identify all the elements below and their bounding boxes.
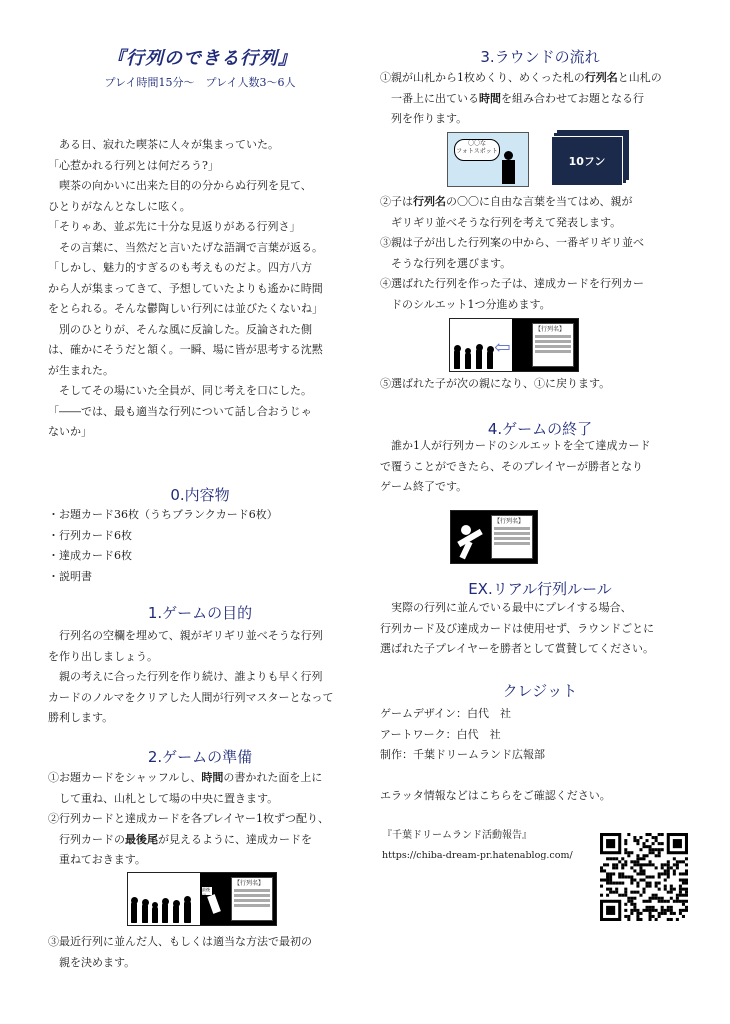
text-line: 列を作ります。 [380,112,468,125]
achievement-card: 【行列名】 [491,515,533,559]
text-line: カードのノルマをクリアした人間が行列マスターとなって [48,690,334,704]
text-line: ゲームデザイン：白代 社 [380,707,512,720]
contents-list [48,505,348,587]
story-text [48,135,358,443]
story-line: から人が集まってきて、予想していたよりも遙かに時間 [48,281,323,295]
text-line: して重ね、山札として場の中央に置きます。 [48,791,279,805]
qr-code-icon[interactable] [600,833,688,921]
text-line: そうな行列を選びます。 [380,256,512,270]
achievement-card: 【行列名】 [532,323,574,367]
list-item: ・達成カード6枚 [48,549,132,562]
end-text [380,436,700,498]
text-line: 重ねておきます。 [48,853,146,866]
text-line: 行列カード及び達成カードは使用せず、ラウンドごとに [380,621,655,635]
text-line: アートワーク：白代 社 [380,727,501,741]
story-line: 別のひとりが、そんな風に反論した。反論された側 [48,322,312,336]
text-line: で覆うことができたら、そのプレイヤーが勝者となり [380,459,644,473]
arrow-left-icon: ⇦ [494,335,511,359]
time-label: 10フン [568,155,606,168]
errata-note: エラッタ情報などはこちらをご確認ください。 [380,789,611,802]
text-line: ギリギリ並べそうな行列を考えて発表します。 [380,215,622,229]
list-item: ・お題カード36枚（うちブランクカード6枚） [48,508,278,521]
text-line: ③最近行列に並んだ人、もしくは適当な方法で最初の [48,935,312,948]
text-line: 親の考えに合った行列を作り続け、誰よりも早く行列 [48,670,323,683]
prep-step-1: ①お題カードをシャッフルし、時間の書かれた面を上に [48,771,323,784]
story-line: その言葉に、当然だと言いたげな語調で言葉が返る。 [48,240,323,254]
text-line: ④選ばれた行列を作った子は、達成カードを行列カー [380,277,644,290]
text-line: 行列名の空欄を埋めて、親がギリギリ並べそうな行列 [48,629,323,642]
round-step-1: ①親が山札から1枚めくり、めくった札の行列名と山札の 一番上に出ている時間を組み合わせてお題となる行 列を作ります。 [380,68,700,130]
text-line: 親を決めます。 [48,955,136,969]
topic-card-time [551,136,623,186]
contents-heading: 0.内容物 [170,486,230,504]
victory-illustration [450,510,538,564]
story-line: ある日、寂れた喫茶に人々が集まっていた。 [48,138,279,151]
ex-heading: EX.リアル行列ルール [468,580,612,598]
story-line: 「しかし、魅力的すぎるのも考えものだよ。四方八方 [48,261,312,274]
prep-heading: 2.ゲームの準備 [147,748,253,766]
story-line: は、確かにそうだと頷く。一瞬、場に皆が思考する沈黙 [48,343,323,356]
text-line: 制作：千葉ドリームランド広報部 [380,748,545,761]
story-line: そしてその場にいた全員が、同じ考えを口にした。 [48,384,312,397]
prep-step-2: ②行列カードと達成カードを各プレイヤー1枚ずつ配り、 [48,812,330,825]
story-line: ないか」 [48,425,92,438]
story-line: 「心惹かれる行列とは何だろう?」 [48,158,219,172]
text-line: ゲーム終了です。 [380,480,468,493]
prep-step-2b: 行列カードの最後尾が見えるように、達成カードを [48,832,312,846]
list-item: ・説明書 [48,569,92,583]
text-line: 勝利します。 [48,711,114,724]
text-line: 実際の行列に並んでいる最中にプレイする場合、 [380,601,632,614]
story-line: 「そりゃあ、並ぶ先に十分な見返りがある行列さ」 [48,220,301,233]
blog-name: 『千葉ドリームランド活動報告』 [382,830,532,841]
round-heading: 3.ラウンドの流れ [480,48,600,66]
topic-card-name [447,132,529,187]
text-line: を作り出しましょう。 [48,649,158,663]
speech-bubble: 〇〇な フォトスポット [454,139,500,161]
end-heading: 4.ゲームの終了 [487,420,593,438]
text-line: 選ばれた子プレイヤーを勝者として賞賛してください。 [380,642,655,655]
text-line: ドのシルエット1つ分進めます。 [380,297,551,311]
story-line: 「――では、最も適当な行列について話し合おうじゃ [48,404,312,418]
prep-step-3 [48,932,368,973]
goal-heading: 1.ゲームの目的 [147,604,253,622]
sign: 最後尾 [202,887,210,898]
story-line: 喫茶の向かいに出来た目的の分からぬ行列を見て、 [48,179,312,192]
page-title: 『行列のできる行列』 [107,48,297,69]
queue-card-illustration [127,872,277,926]
story-line: ひとりがなんとなしに呟く。 [48,199,191,213]
text-line: ③親は子が出した行列案の中から、一番ギリギリ並べ [380,236,644,249]
text-line: 誰か1人が行列カードのシルエットを全て達成カード [380,439,651,452]
blog-url[interactable]: https://chiba-dream-pr.hatenablog.com/ [382,850,573,861]
advance-illustration [449,318,579,372]
round-step-5: ⑤選ばれた子が次の親になり、①に戻ります。 [380,377,611,390]
credit-heading: クレジット [502,682,578,700]
story-line: が生まれた。 [48,363,114,377]
prep-steps [48,768,368,871]
achievement-card: 【行列名】 [231,877,273,921]
credit-text [380,704,700,766]
story-line: をとられる。そんな鬱陶しい行列には並びたくないね」 [48,302,323,315]
round-steps: ②子は行列名の〇〇に自由な言葉を当てはめ、親が ギリギリ並べそうな行列を考えて発表します。 ③親は子が出した行列案の中から、一番ギリギリ並べ そうな行列を選びます。 ④選ばれた行列を作った子は、達成カードを行列カー ドのシルエット1つ分進めます。 [380,192,700,315]
goal-text [48,626,358,729]
ex-text [380,598,700,660]
list-item: ・行列カード6枚 [48,528,132,542]
play-info: プレイ時間15分～ プレイ人数3～6人 [104,76,296,89]
